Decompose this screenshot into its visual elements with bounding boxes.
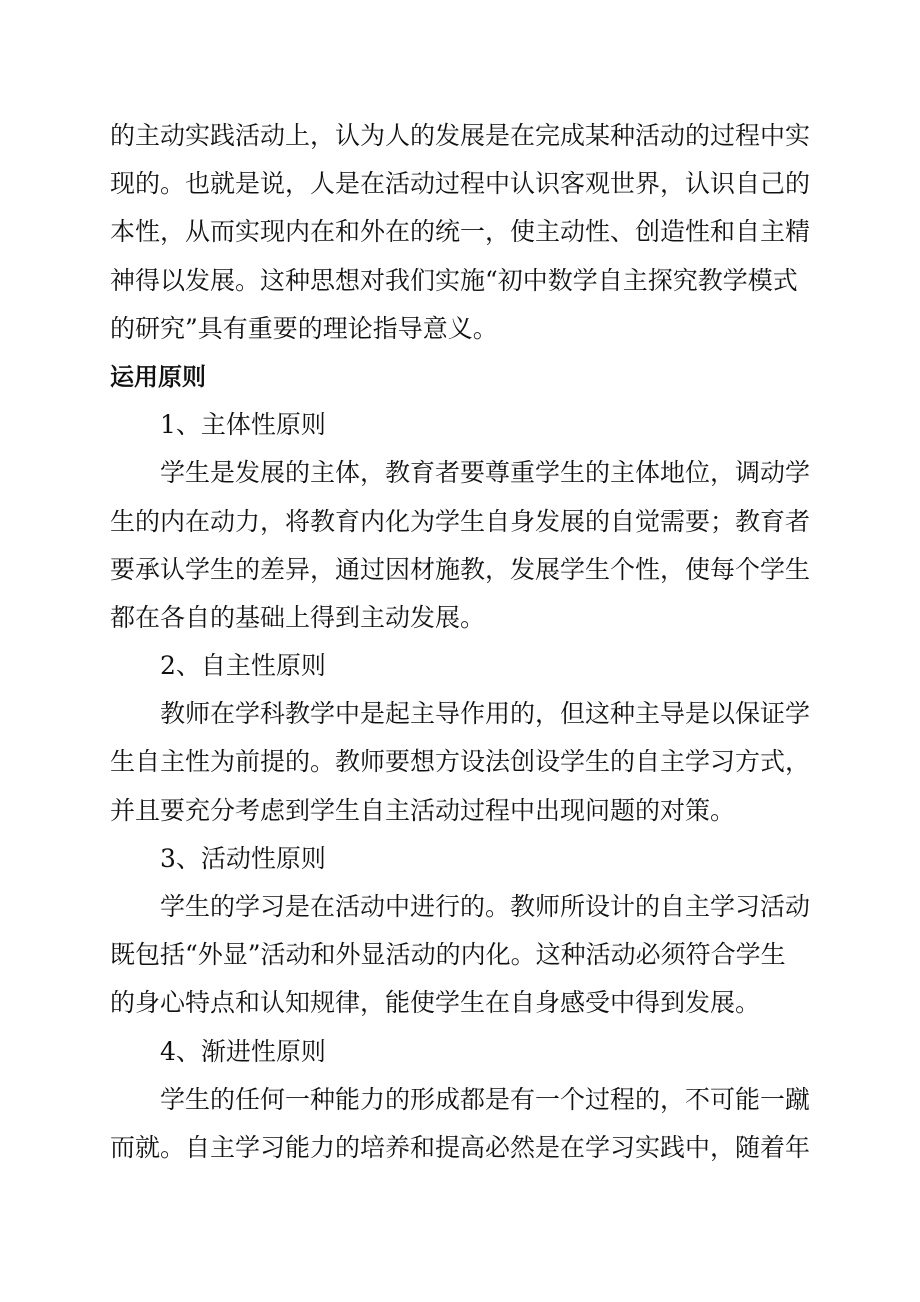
principle-1-line-1: 学生是发展的主体，教育者要尊重学生的主体地位，调动学 bbox=[160, 458, 811, 488]
intro-paragraph bbox=[110, 112, 810, 353]
principle-4-title: 4、渐进性原则 bbox=[160, 1036, 326, 1066]
principle-1-line-2: 生的内在动力，将教育内化为学生自身发展的自觉需要；教育者 bbox=[110, 506, 811, 536]
principle-3-title: 3、活动性原则 bbox=[160, 843, 326, 873]
principle-4 bbox=[110, 1028, 810, 1173]
intro-line-5: 的研究”具有重要的理论指导意义。 bbox=[110, 313, 498, 343]
principle-1 bbox=[110, 401, 810, 642]
principle-3-line-3: 的身心特点和认知规律，能使学生在自身感受中得到发展。 bbox=[110, 988, 761, 1018]
principle-2-line-2: 生自主性为前提的。教师要想方设法创设学生的自主学习方式， bbox=[110, 747, 811, 777]
intro-line-4: 神得以发展。这种思想对我们实施“初中数学自主探究教学模式 bbox=[110, 265, 798, 295]
principle-4-line-2: 而就。自主学习能力的培养和提高必然是在学习实践中，随着年 bbox=[110, 1132, 811, 1162]
principle-2-title: 2、自主性原则 bbox=[160, 651, 326, 681]
principle-3-line-2: 既包括“外显”活动和外显活动的内化。这种活动必须符合学生 bbox=[110, 940, 786, 970]
principle-2-line-1: 教师在学科教学中是起主导作用的，但这种主导是以保证学 bbox=[160, 699, 811, 729]
principle-2-line-3: 并且要充分考虑到学生自主活动过程中出现问题的对策。 bbox=[110, 795, 736, 825]
intro-line-3: 本性，从而实现内在和外在的统一，使主动性、创造性和自主精 bbox=[110, 217, 811, 247]
section-heading: 运用原则 bbox=[110, 362, 206, 391]
principle-1-line-4: 都在各自的基础上得到主动发展。 bbox=[110, 602, 486, 632]
intro-line-2: 现的。也就是说，人是在活动过程中认识客观世界，认识自己的 bbox=[110, 169, 811, 199]
principle-1-line-3: 要承认学生的差异，通过因材施教，发展学生个性，使每个学生 bbox=[110, 554, 811, 584]
principle-3-line-1: 学生的学习是在活动中进行的。教师所设计的自主学习活动 bbox=[160, 892, 811, 921]
principle-2 bbox=[110, 642, 810, 835]
principle-3 bbox=[110, 835, 810, 1028]
document-body bbox=[110, 112, 810, 1172]
intro-line-1: 的主动实践活动上，认为人的发展是在完成某种活动的过程中实 bbox=[110, 121, 811, 150]
principle-1-title: 1、主体性原则 bbox=[160, 410, 326, 440]
principle-4-line-1: 学生的任何一种能力的形成都是有一个过程的，不可能一蹴 bbox=[160, 1084, 811, 1114]
